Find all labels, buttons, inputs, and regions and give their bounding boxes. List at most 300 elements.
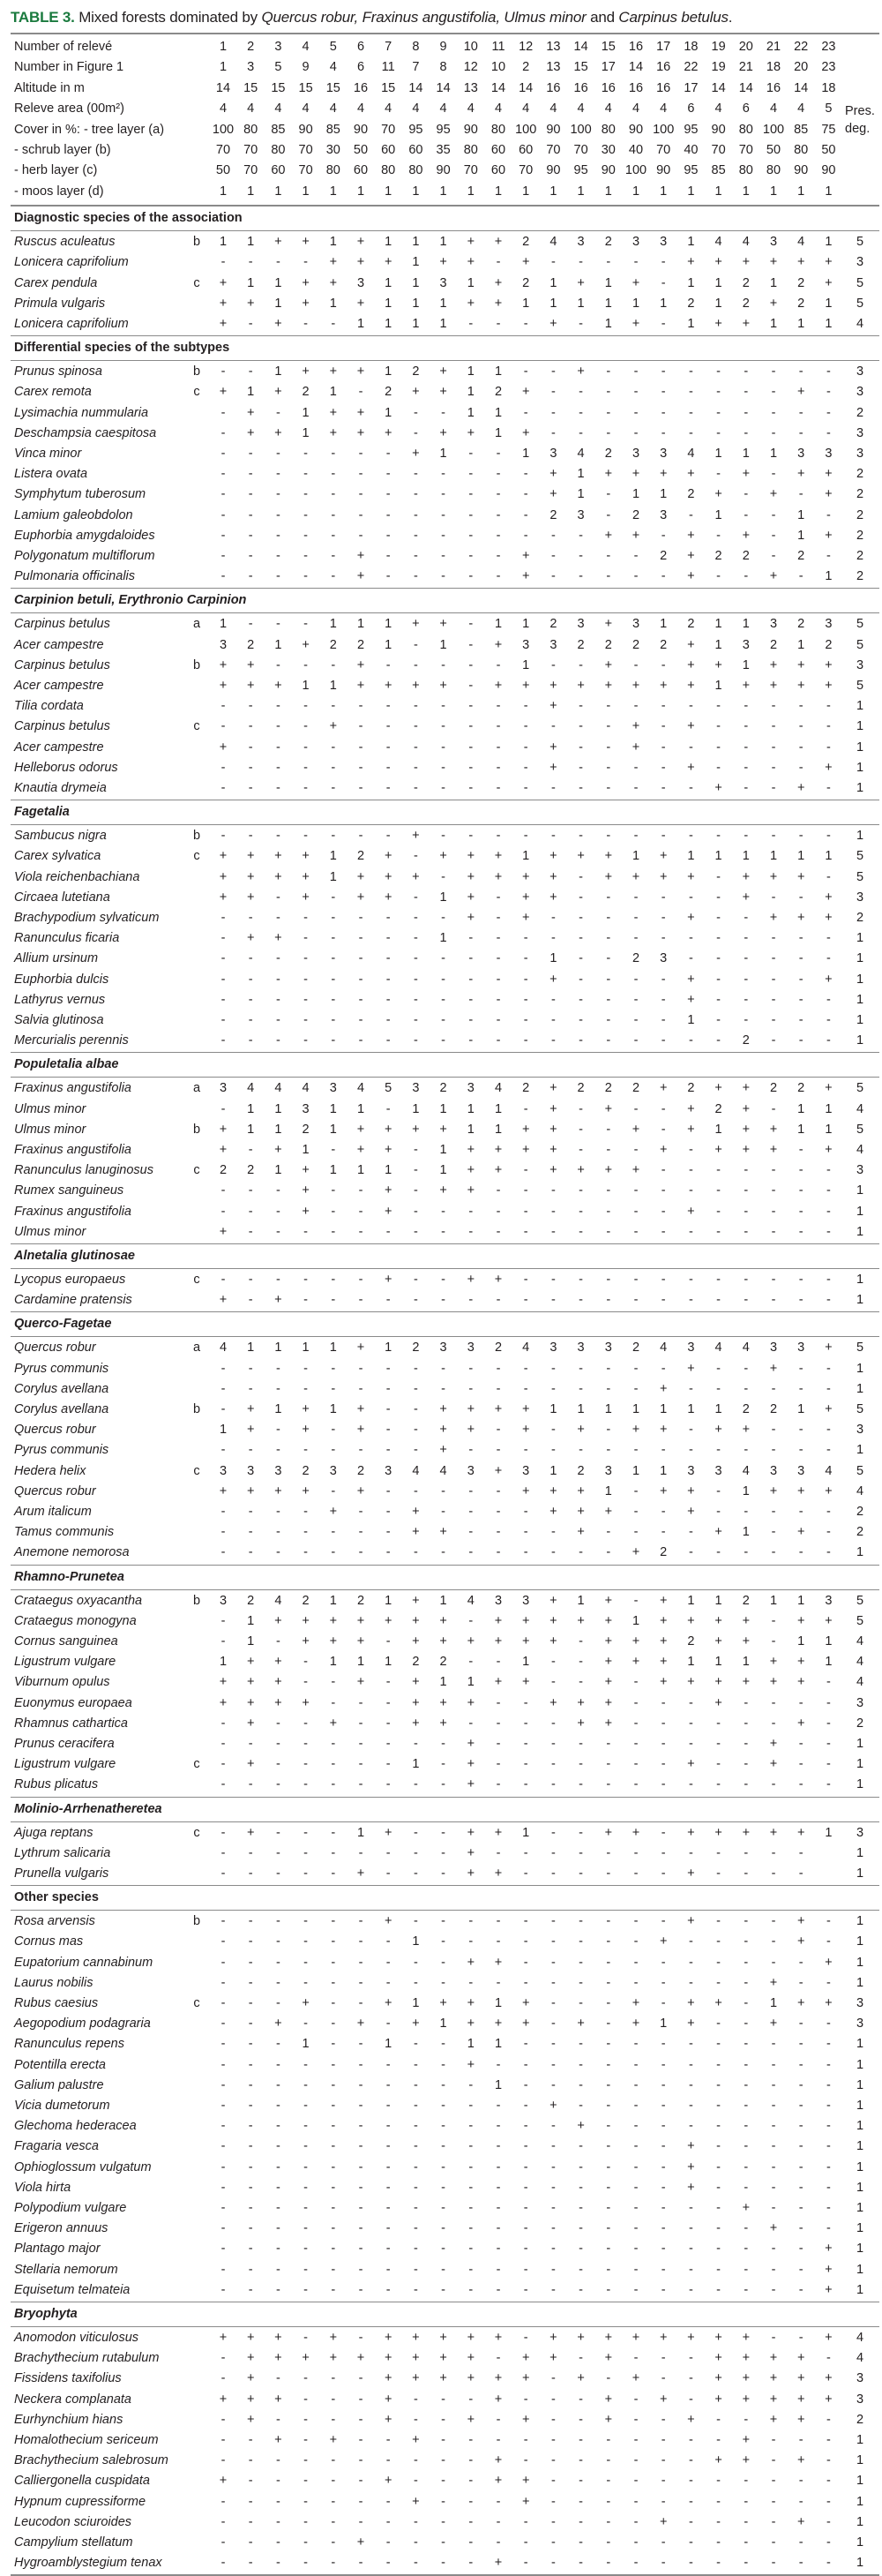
cover-value: -	[385, 467, 391, 482]
cover-value: +	[412, 2433, 420, 2447]
cover-value: -	[661, 2119, 666, 2134]
cover-value: -	[468, 719, 474, 734]
cover-value: -	[716, 1293, 721, 1308]
header-cell: 16	[628, 40, 644, 54]
cover-value: -	[579, 1183, 584, 1198]
cover-value: -	[606, 2556, 611, 2571]
species-row	[0, 1100, 882, 1120]
cover-value: 4	[577, 447, 585, 461]
cover-value: +	[796, 1613, 805, 1628]
cover-value: -	[523, 2262, 528, 2277]
cover-value: 1	[825, 569, 833, 584]
cover-value: -	[248, 1845, 253, 1860]
species-name: Helleborus odorus	[14, 760, 118, 775]
cover-value: -	[413, 1163, 418, 1178]
cover-value: +	[604, 2331, 613, 2345]
cover-value: -	[716, 2262, 721, 2277]
cover-value: -	[579, 1757, 584, 1772]
cover-value: -	[303, 569, 309, 584]
cover-value: 3	[302, 1101, 310, 1116]
cover-value: -	[385, 2057, 391, 2072]
cover-value: -	[303, 1675, 309, 1690]
header-cell: 75	[821, 122, 836, 137]
cover-value: +	[769, 2351, 778, 2366]
cover-value: +	[356, 1341, 365, 1356]
cover-value: -	[275, 890, 280, 905]
cover-value: 2	[412, 364, 420, 379]
cover-value: -	[468, 2556, 474, 2571]
cover-value: -	[275, 1013, 280, 1027]
header-cell: 60	[490, 143, 506, 157]
cover-value: -	[826, 1757, 831, 1772]
species-row	[0, 1864, 882, 1884]
cover-value: +	[769, 1655, 778, 1670]
cover-value: 2	[742, 275, 750, 290]
header-cell: 23	[821, 40, 836, 54]
header-cell: 2	[522, 60, 530, 75]
cover-value: -	[248, 1525, 253, 1540]
cover-value: -	[579, 1293, 584, 1308]
cover-value: +	[714, 657, 722, 672]
header-cell: 8	[439, 60, 447, 75]
cover-value: 1	[742, 1525, 750, 1540]
cover-value: -	[220, 1914, 226, 1929]
cover-value: -	[385, 657, 391, 672]
cover-value: -	[826, 699, 831, 714]
header-cell: 85	[271, 122, 286, 137]
layer-code: b	[192, 1122, 201, 1137]
header-cell: 6	[356, 40, 365, 54]
cover-value: -	[661, 2433, 666, 2447]
cover-value: -	[798, 2262, 804, 2277]
cover-value: 2	[522, 275, 530, 290]
cover-value: -	[275, 2139, 280, 2154]
species-row	[0, 1591, 882, 1611]
cover-value: +	[412, 2016, 420, 2032]
cover-value: +	[604, 2351, 613, 2366]
cover-value: 4	[549, 235, 557, 250]
cover-value: -	[716, 1483, 721, 1498]
cover-value: +	[825, 2262, 833, 2277]
cover-value: -	[826, 2514, 831, 2529]
cover-value: -	[826, 2221, 831, 2236]
cover-value: -	[606, 425, 611, 440]
cover-value: -	[413, 1975, 418, 1990]
cover-value: -	[550, 1525, 556, 1540]
cover-value: 1	[412, 255, 420, 270]
cover-value: -	[358, 1505, 363, 1519]
cover-value: 1	[439, 637, 447, 652]
header-cell: 1	[467, 184, 475, 199]
cover-value: 2	[742, 1593, 750, 1608]
cover-value: -	[468, 617, 474, 632]
cover-value: 2	[604, 235, 612, 250]
cover-value: -	[579, 781, 584, 795]
cover-value: -	[441, 1545, 446, 1560]
cover-value: +	[714, 2331, 722, 2345]
cover-value: +	[356, 1613, 365, 1628]
cover-value: +	[714, 1613, 722, 1628]
cover-value: -	[441, 467, 446, 482]
cover-value: +	[825, 972, 833, 987]
cover-value: -	[248, 1361, 253, 1376]
cover-value: -	[385, 719, 391, 734]
cover-value: -	[550, 719, 556, 734]
species-row	[0, 717, 882, 737]
cover-value: 1	[742, 657, 750, 672]
presence-degree: 1	[856, 1381, 864, 1396]
layer-code: b	[192, 1593, 201, 1608]
cover-value: +	[412, 1675, 420, 1690]
cover-value: 1	[247, 1341, 255, 1356]
cover-value: 1	[385, 1655, 392, 1670]
species-name: Lonicera caprifolium	[14, 255, 129, 270]
species-row	[0, 2198, 882, 2219]
cover-value: -	[579, 2412, 584, 2427]
cover-value: +	[219, 657, 228, 672]
cover-value: +	[274, 235, 282, 250]
cover-value: 3	[797, 1341, 805, 1356]
cover-value: +	[604, 1505, 613, 1519]
cover-value: -	[468, 1361, 474, 1376]
species-row	[0, 403, 882, 424]
header-cell: 12	[463, 60, 478, 75]
presence-degree: 4	[856, 1143, 864, 1157]
layer-code: a	[192, 1081, 201, 1096]
cover-value: -	[275, 2077, 280, 2092]
cover-value: 2	[302, 1593, 310, 1608]
cover-value: -	[633, 931, 639, 946]
cover-value: -	[331, 2201, 336, 2215]
cover-value: -	[744, 1996, 749, 2010]
header-cell: 19	[711, 60, 726, 75]
cover-value: -	[661, 1443, 666, 1458]
cover-value: +	[632, 1996, 640, 2010]
species-row	[0, 2451, 882, 2471]
cover-value: +	[604, 1593, 613, 1608]
cover-value: +	[825, 1613, 833, 1628]
cover-value: -	[275, 2453, 280, 2468]
cover-value: -	[220, 951, 226, 966]
cover-value: 1	[797, 1101, 805, 1116]
header-cell: 12	[519, 40, 534, 54]
cover-value: +	[329, 2331, 338, 2345]
cover-value: -	[661, 2057, 666, 2072]
cover-value: -	[606, 2474, 611, 2489]
species-name: Plantago major	[14, 2242, 101, 2257]
cover-value: +	[604, 467, 613, 482]
cover-value: -	[413, 2392, 418, 2407]
cover-value: -	[468, 2139, 474, 2154]
header-cell: 13	[463, 80, 478, 95]
presence-degree: 1	[856, 1224, 864, 1239]
cover-value: -	[633, 829, 639, 844]
cover-value: -	[220, 992, 226, 1007]
cover-value: -	[358, 1361, 363, 1376]
cover-value: +	[577, 1423, 585, 1438]
cover-value: -	[331, 760, 336, 775]
cover-value: +	[219, 317, 228, 331]
cover-value: -	[744, 699, 749, 714]
cover-value: -	[248, 740, 253, 755]
cover-value: -	[550, 2242, 556, 2257]
cover-value: -	[523, 2057, 528, 2072]
cover-value: -	[661, 1955, 666, 1970]
cover-value: 1	[329, 235, 337, 250]
cover-value: -	[413, 931, 418, 946]
cover-value: +	[384, 425, 392, 440]
cover-value: +	[494, 296, 503, 311]
header-cell: 1	[494, 184, 503, 199]
cover-value: -	[275, 255, 280, 270]
presence-degree: 1	[856, 2433, 864, 2447]
cover-value: -	[744, 1293, 749, 1308]
cover-value: -	[550, 1224, 556, 1239]
presence-degree: 2	[856, 467, 864, 482]
cover-value: -	[771, 528, 776, 543]
cover-value: -	[661, 1204, 666, 1219]
cover-value: -	[441, 1505, 446, 1519]
section-title: Molinio-Arrhenatheretea	[14, 1801, 162, 1816]
cover-value: +	[494, 1613, 503, 1628]
cover-value: -	[744, 2057, 749, 2072]
cover-value: -	[385, 1483, 391, 1498]
cover-value: -	[413, 1143, 418, 1157]
cover-value: -	[606, 1423, 611, 1438]
cover-value: +	[412, 2331, 420, 2345]
cover-value: -	[496, 2139, 501, 2154]
cover-value: -	[441, 829, 446, 844]
cover-value: -	[331, 951, 336, 966]
header-cell: 13	[546, 60, 561, 75]
cover-value: -	[579, 2037, 584, 2052]
cover-value: +	[796, 2412, 805, 2427]
cover-value: 2	[356, 849, 365, 864]
header-cell: 1	[522, 184, 530, 199]
cover-value: -	[248, 2221, 253, 2236]
cover-value: 1	[467, 405, 475, 420]
cover-value: -	[303, 317, 309, 331]
header-cell: 80	[490, 122, 506, 137]
cover-value: -	[633, 1033, 639, 1048]
cover-value: -	[303, 2057, 309, 2072]
cover-value: +	[521, 1634, 530, 1648]
cover-value: +	[412, 1716, 420, 1731]
cover-value: -	[385, 2221, 391, 2236]
cover-value: 1	[825, 1655, 833, 1670]
header-cell: 15	[243, 80, 258, 95]
cover-value: +	[356, 1423, 365, 1438]
cover-value: 1	[494, 405, 503, 420]
cover-value: -	[579, 2099, 584, 2113]
cover-value: -	[275, 1996, 280, 2010]
cover-value: -	[331, 1224, 336, 1239]
cover-value: -	[303, 740, 309, 755]
cover-value: +	[687, 2180, 695, 2195]
caption-part: Carpinus betulus	[618, 9, 729, 26]
cover-value: 1	[687, 1593, 695, 1608]
cover-value: -	[275, 2412, 280, 2427]
cover-value: -	[248, 507, 253, 522]
cover-value: 2	[742, 296, 750, 311]
cover-value: -	[771, 1914, 776, 1929]
cover-value: -	[358, 467, 363, 482]
header-cell: 80	[408, 163, 423, 178]
presence-degree: 5	[856, 1402, 864, 1416]
cover-value: -	[579, 699, 584, 714]
cover-value: -	[826, 2556, 831, 2571]
cover-value: -	[275, 2474, 280, 2489]
cover-value: +	[219, 2392, 228, 2407]
cover-value: -	[661, 829, 666, 844]
cover-value: -	[385, 447, 391, 461]
cover-value: +	[825, 1081, 833, 1096]
cover-value: -	[496, 951, 501, 966]
table-rule	[11, 360, 879, 361]
presence-degree: 1	[856, 2180, 864, 2195]
cover-value: +	[742, 2392, 751, 2407]
cover-value: -	[661, 2201, 666, 2215]
cover-value: -	[633, 1483, 639, 1498]
cover-value: -	[771, 1101, 776, 1116]
cover-value: -	[798, 2474, 804, 2489]
cover-value: +	[687, 911, 695, 925]
cover-value: +	[769, 2371, 778, 2386]
cover-value: -	[798, 2159, 804, 2174]
cover-value: +	[439, 1443, 447, 1458]
cover-value: -	[331, 2099, 336, 2113]
presence-degree: 1	[856, 992, 864, 1007]
cover-value: +	[494, 869, 503, 884]
cover-value: -	[606, 569, 611, 584]
presence-degree: 1	[856, 2282, 864, 2297]
cover-value: +	[219, 1224, 228, 1239]
species-row	[0, 2280, 882, 2301]
cover-value: -	[413, 2221, 418, 2236]
cover-value: -	[523, 972, 528, 987]
caption-part: and	[586, 9, 619, 26]
cover-value: +	[494, 2016, 503, 2032]
cover-value: -	[826, 1934, 831, 1949]
cover-value: -	[468, 1033, 474, 1048]
cover-value: -	[248, 364, 253, 379]
cover-value: +	[577, 1483, 585, 1498]
species-row	[0, 928, 882, 949]
cover-value: 2	[356, 637, 365, 652]
species-name: Aegopodium podagraria	[14, 2016, 151, 2032]
cover-value: -	[303, 2159, 309, 2174]
cover-value: -	[579, 1934, 584, 1949]
cover-value: +	[796, 2453, 805, 2468]
cover-value: +	[219, 1122, 228, 1137]
cover-value: 3	[219, 1593, 228, 1608]
header-cell: 70	[243, 143, 258, 157]
cover-value: +	[384, 1122, 392, 1137]
cover-value: +	[687, 549, 695, 563]
cover-value: -	[716, 890, 721, 905]
header-cell: 3	[274, 40, 282, 54]
cover-value: -	[716, 1845, 721, 1860]
cover-value: 1	[439, 931, 447, 946]
header-cell: 15	[573, 60, 588, 75]
cover-value: -	[413, 2453, 418, 2468]
cover-value: -	[798, 1975, 804, 1990]
cover-value: -	[771, 1716, 776, 1731]
cover-value: -	[771, 385, 776, 400]
header-cell: 90	[656, 163, 671, 178]
cover-value: +	[521, 1122, 530, 1137]
header-cell: 70	[215, 143, 231, 157]
layer-code: c	[193, 1163, 200, 1178]
section-header	[0, 207, 882, 229]
cover-value: -	[826, 869, 831, 884]
cover-value: -	[220, 2535, 226, 2550]
cover-value: -	[606, 1914, 611, 1929]
cover-value: -	[633, 2474, 639, 2489]
cover-value: +	[467, 1634, 475, 1648]
cover-value: +	[549, 679, 557, 693]
cover-value: -	[220, 911, 226, 925]
cover-value: +	[521, 385, 530, 400]
cover-value: -	[496, 1525, 501, 1540]
species-row	[0, 2055, 882, 2076]
cover-value: -	[579, 2159, 584, 2174]
cover-value: -	[331, 1675, 336, 1690]
header-cell: 30	[325, 143, 340, 157]
cover-value: -	[385, 972, 391, 987]
cover-value: -	[385, 1013, 391, 1027]
cover-value: -	[716, 2535, 721, 2550]
header-cell: 16	[546, 80, 561, 95]
cover-value: -	[220, 1866, 226, 1881]
cover-value: -	[550, 1273, 556, 1287]
cover-value: -	[606, 1013, 611, 1027]
cover-value: -	[633, 2262, 639, 2277]
cover-value: -	[275, 1525, 280, 1540]
cover-value: -	[385, 2433, 391, 2447]
cover-value: -	[303, 2412, 309, 2427]
cover-value: -	[220, 1845, 226, 1860]
cover-value: -	[606, 1381, 611, 1396]
cover-value: -	[688, 1545, 693, 1560]
cover-value: -	[275, 2099, 280, 2113]
cover-value: -	[633, 549, 639, 563]
cover-value: -	[331, 2535, 336, 2550]
cover-value: 3	[494, 1593, 503, 1608]
cover-value: -	[496, 1757, 501, 1772]
cover-value: -	[661, 1183, 666, 1198]
cover-value: 1	[412, 1934, 420, 1949]
cover-value: 1	[412, 1996, 420, 2010]
cover-value: +	[632, 2331, 640, 2345]
cover-value: -	[331, 657, 336, 672]
cover-value: 1	[549, 951, 557, 966]
cover-value: 1	[329, 1122, 337, 1137]
header-cell: 60	[519, 143, 534, 157]
cover-value: +	[521, 255, 530, 270]
cover-value: -	[441, 405, 446, 420]
cover-value: -	[468, 2201, 474, 2215]
cover-value: +	[825, 1483, 833, 1498]
cover-value: -	[413, 467, 418, 482]
cover-value: +	[742, 1825, 751, 1840]
cover-value: +	[577, 679, 585, 693]
cover-value: -	[579, 1866, 584, 1881]
presence-degree: 1	[856, 2221, 864, 2236]
cover-value: -	[385, 1381, 391, 1396]
cover-value: +	[577, 2016, 585, 2032]
cover-value: +	[246, 1675, 255, 1690]
